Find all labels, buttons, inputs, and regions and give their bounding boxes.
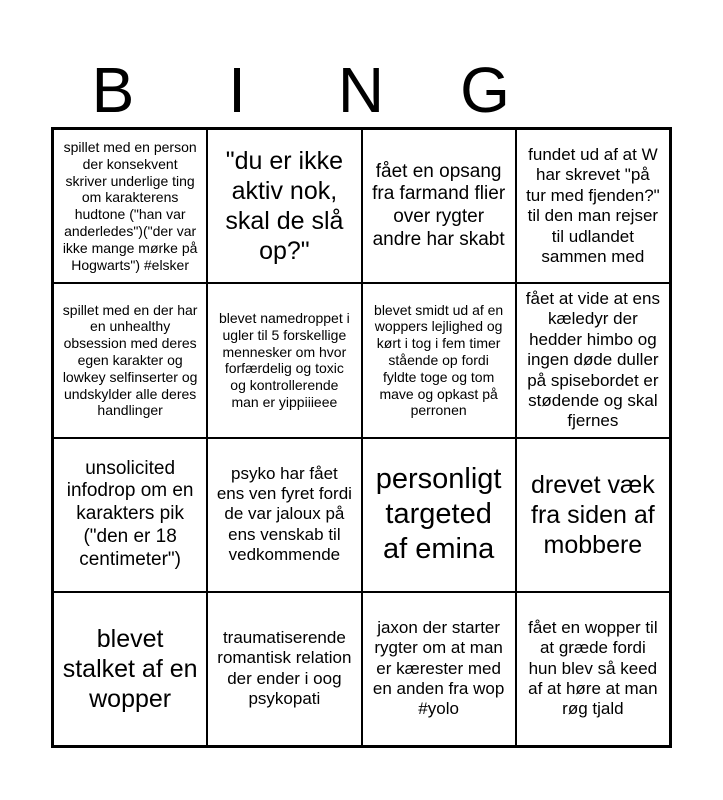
bingo-cell[interactable]: fået en opsang fra farmand flier over rygter andre har skabt xyxy=(362,129,516,283)
bingo-cell[interactable]: blevet smidt ud af en woppers lejlighed og kørt i tog i fem timer stående op fordi fyldte toge og tom mave og opkast på perronen xyxy=(362,283,516,437)
bingo-header xyxy=(51,52,671,128)
bingo-cell[interactable]: spillet med en der har en unhealthy obsession med deres egen karakter og lowkey selfinserter og undskylder alle deres handlinger xyxy=(53,283,207,437)
bingo-cell[interactable]: spillet med en person der konsekvent skriver underlige ting om karakterens hudtone ("han var anderledes")("der var ikke mange mørke på Hogwarts") #elsker xyxy=(53,129,207,283)
bingo-cell[interactable]: fået en wopper til at græde fordi hun blev så keed af at høre at man røg tjald xyxy=(516,592,670,746)
header-letter-g: G xyxy=(460,54,510,126)
header-letter-b: B xyxy=(91,54,135,126)
bingo-cell[interactable]: traumatiserende romantisk relation der ender i oog psykopati xyxy=(207,592,361,746)
bingo-cell[interactable]: jaxon der starter rygter om at man er kærester med en anden fra wop #yolo xyxy=(362,592,516,746)
bingo-cell[interactable]: unsolicited infodrop om en karakters pik ("den er 18 centimeter") xyxy=(53,438,207,592)
bingo-cell[interactable]: "du er ikke aktiv nok, skal de slå op?" xyxy=(207,129,361,283)
bingo-cell[interactable]: psyko har fået ens ven fyret fordi de var jaloux på ens venskab til vedkommende xyxy=(207,438,361,592)
bingo-cell[interactable]: fået at vide at ens kæledyr der hedder himbo og ingen døde duller på spisebordet er stødende og skal fjernes xyxy=(516,283,670,437)
bingo-cell[interactable]: blevet namedroppet i ugler til 5 forskellige mennesker om hvor forfærdelig og toxic og kontrollerende man er yippiiieee xyxy=(207,283,361,437)
bingo-cell[interactable]: personligt targeted af emina xyxy=(362,438,516,592)
header-letter-i: I xyxy=(228,54,246,126)
bingo-grid xyxy=(51,127,672,748)
bingo-cell[interactable]: drevet væk fra siden af mobbere xyxy=(516,438,670,592)
bingo-cell[interactable]: fundet ud af at W har skrevet "på tur med fjenden?" til den man rejser til udlandet sammen med xyxy=(516,129,670,283)
bingo-cell[interactable]: blevet stalket af en wopper xyxy=(53,592,207,746)
header-letter-n: N xyxy=(337,54,385,126)
